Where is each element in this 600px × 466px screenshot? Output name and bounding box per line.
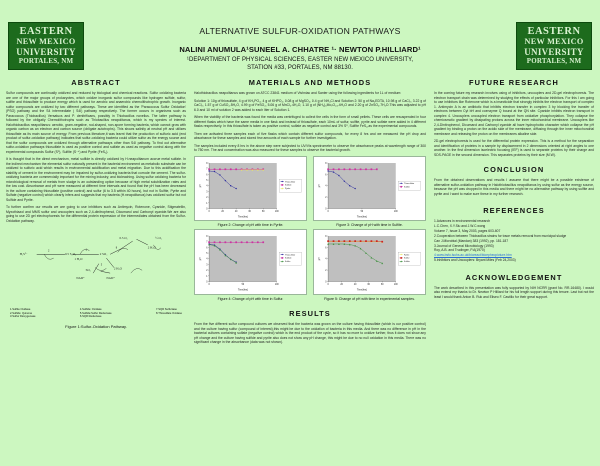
svg-text:6: 6: [325, 173, 327, 176]
affiliation-line-2: STATION #33, PORTALES, NM 88130.: [247, 65, 353, 71]
pathway-enzyme-label: 8: [115, 246, 118, 250]
section-heading-future-research: FUTURE RESEARCH: [469, 78, 559, 87]
legend-entry: Sulfate: [284, 184, 292, 187]
svg-text:40: 40: [353, 284, 357, 287]
pathway-node-so4: 2 SO₄: [99, 252, 108, 257]
section-heading-acknowledgement: ACKNOWLEDGEMENT: [465, 272, 563, 282]
pathway-legend-col-2: [80, 308, 112, 319]
y-axis-label: pH: [199, 257, 203, 261]
section-heading-results: RESULTS: [289, 309, 331, 319]
abstract-paragraph: To further confirm our results we are going to use inhibitors such as Antimycin, Rotenone, Cyanide, Stigmatellin, Myxothiazol and MMS sulfur and uncouplers such as 2,4-dinitrophenol, Dicumarol and Carbonyl cyanide.We are also going to use 2D gel electrophoresis for the differential protein expression of the intermediates obtained from the Sulfur-Oxidation pathway.: [6, 205, 186, 223]
chart-canvas: [198, 160, 303, 219]
reference-list: [434, 219, 594, 263]
logo-line-eastern: EASTERN: [19, 26, 73, 37]
svg-text:20: 20: [221, 210, 224, 213]
svg-text:4: 4: [325, 185, 327, 188]
pathway-legend-col-1: [10, 308, 36, 319]
svg-text:50: 50: [360, 210, 364, 213]
svg-text:80: 80: [380, 284, 384, 287]
pathway-svg: [16, 229, 176, 289]
svg-text:5: 5: [206, 179, 208, 182]
svg-text:0: 0: [325, 281, 327, 284]
svg-text:50: 50: [241, 284, 245, 287]
svg-text:1: 1: [206, 202, 208, 205]
materials-paragraph: When the viability of the bacteria was found the media was centrifuged to collect the cells in the form of small pellets. These cells are resuspended in four different flasks which have the same media in one flask and instead of thiosulfate, each 10mL of sulfur, sulfite, pyrite and sulfate were added in 4 different flasks respectively. In this thiosulfate is taken as positive control, sulfate as negative control and 3% S⁰, Sulfite FeS₂,as the experimental compounds.: [194, 115, 426, 128]
logo-line-newmexico: NEW MEXICO: [16, 37, 76, 46]
materials-paragraph: Solution 1: 10g of thiosulfate, 4 g of KH₂PO₄, 4 g of KHPO₄, 0.08 g of MgSO₄, 0.4 g of NH₄Cl and Solution 2: 50 g of Na₂EDTA, 10.98 g of CaCl₂, 3.22 g of CaCl₂, 1.57 g of CuSO₄.5H₂O, 4.99 g of FeSO₄, 5.06 g of MnCl₂.4H₂O, 1.10 g of (NH₄)₆Mo₇O₂₄.4H₂O and 2.20 g of ZnSO₄.7H₂O.This was adjusted to pH 6.0 and 10 ml of solution 2 was added to each liter of Solution 1.: [194, 98, 426, 112]
legend-item: 6.SQR Reductase: [79, 315, 102, 319]
chart-fig3: [313, 156, 426, 222]
figure-5-caption: Figure 5: Change of pH with time in experimental samples.: [324, 297, 415, 301]
acknowledgement-body: [434, 286, 594, 300]
reference-item: 3.Journal of General Microbiology (1993): [434, 243, 494, 248]
column-right: [434, 76, 594, 348]
pathway-enzyme-label: 3: [100, 263, 103, 267]
logo-line-portales: PORTALES, NM: [18, 57, 74, 65]
chart-row-2: [194, 229, 426, 301]
svg-text:1: 1: [206, 276, 208, 279]
pathway-enzyme-label: 2: [48, 249, 50, 253]
legend-item: 7.SQR Sulfurtase: [156, 308, 177, 311]
svg-text:5: 5: [206, 253, 208, 256]
x-axis-label: Time(hrs): [356, 288, 368, 292]
figure-4-caption: Figure 4: Change of pH with time in Sulfur.: [217, 297, 284, 301]
legend-item: 8.Thiosulfate Oxidase: [156, 311, 182, 315]
materials-paragraph: The samples included every 8 hrs in the above step were subjected to UV/Vis spectrometer to observe the absorbance peaks at wavelength range of 300 to 750 nm. The and concentration was also measured for these samples to observe the bacterial growth.: [194, 143, 426, 152]
svg-text:6: 6: [206, 247, 208, 250]
svg-text:2: 2: [325, 196, 327, 199]
reference-url-link[interactable]: 4.www.bsfo.lsuhs.ac.uk/bioreact/bioepheopicture.htm: [434, 253, 512, 258]
chart-fig5: [313, 229, 426, 295]
legend-item: 4.Sulfide: Oxidase: [79, 308, 102, 311]
pathway-node-so3: SO₃: [85, 268, 91, 273]
legend-item: 3.Sulfur Dioxygenase: [10, 315, 36, 319]
column-left: [6, 76, 186, 348]
results-paragraph: From the five different sulfur compound cultures we observed that the bacteria was grown on the culture having thiosulfate (which is our positive control) and the culture having sulfur (compound of interest),this might be due to the oxidation of bacteria in this media. And there was no difference in pH in the bacterial cultures containing sulfate (negative control) which is the end product of the cycle, so it has no more to oxidize further, thus it does not show any pH change and the culture having sulfide and pyrite also does not show any pH change, this might be due to no null oxidation in this media. There was no significant change in the absorbance (data was not shown).: [194, 322, 426, 345]
svg-text:60: 60: [367, 284, 370, 287]
svg-text:0: 0: [206, 281, 208, 284]
pathway-node-sulfur: 1 H₂O: [74, 256, 83, 261]
sulfur-oxidation-pathway-figure: [6, 227, 186, 329]
svg-text:4: 4: [325, 259, 327, 262]
svg-text:0: 0: [325, 207, 327, 210]
university-logo-right: [516, 22, 592, 70]
poster-title: ALTERNATIVE SULFUR-OXIDATION PATHWAYS: [199, 26, 401, 36]
svg-text:8: 8: [325, 162, 327, 165]
svg-text:40: 40: [234, 210, 238, 213]
y-axis-label: pH: [318, 257, 322, 261]
svg-text:2: 2: [325, 270, 327, 273]
abstract-paragraph: Sulfur compounds are continually oxidized and reduced by biological and chemical reactions. Sulfur oxidizing bacteria are one of the major groups of prokaryotes, which oxidize inorganic sulfur compounds like hydrogen sulfide, sulfur, sulfite and thiosulfate to produce energy which is used for aerobic and anaerobic chemolithotrophic growth. Inorganic sulfur compounds are oxidized by two different pathways. These are identified as the 'Paracoccus Sulfur Oxidation' (PSO) pathway and the S4 intermediate ( S4I) pathway respectively. The former occurs in organisms such as Paracoccus (Thiobacillus) Versatucs and P. denitrificans, possibly in Thiobacillus novellus. The latter pathway is followed by the obligatly Chemolithotrophs such as Thiobacillus neapolitanus, which is my species of interest. Halothiobacillus neapolitanus: aerobic, gram-negative, rod-shaped, non-spore forming bacteria, which cannot grow with organic carbon as an electron and carbon source (obligate autotrophs). This shows salinity at neutral pH and utilizes thiosulfate as its main source of energy. From previous literature,it was learnt that the production of sulfuric acid (end product of sulfur-oxidation pathway) indicates that sulfur-oxidizing bacteria could utilize sulfur as the energy source and that the sulfur compounds are oxidized through alternative pathways other than S4I pathway. To find out alternative sulfur-oxidation pathways thiosulfate is used as positive control and sulfate as used as negative control along with the experimental compounds Sulfur (S⁰), Sulfite (S⁻⁴) and Pyrite (FeS₂).: [6, 91, 186, 154]
section-heading-abstract: ABSTRACT: [71, 78, 121, 87]
svg-text:8: 8: [206, 162, 208, 165]
column-middle: [194, 76, 426, 348]
legend-entry: Sulfite: [403, 186, 410, 189]
future-research-body: [434, 91, 594, 157]
figure-3-caption: Figure 3: Change of pH with time in Sulfite.: [336, 223, 403, 228]
chart-canvas: [317, 233, 422, 292]
svg-text:8: 8: [325, 236, 327, 239]
pathway-node-ox2: ½ O₂: [155, 236, 162, 241]
reference-item: 5.Inhibitors and Uncouplers: Bryant Miles (Feb 24,2003): [434, 258, 516, 263]
legend-entry: Sulfite: [403, 261, 410, 264]
svg-text:4: 4: [206, 185, 208, 188]
future-paragraph: In the coming future my research involves using of inhibitors, uncouplers and 2D-gel electrophoresis. The electron transport chain was determined by studying the effects of particular inhibitors. For this I am going to use inhibitors like Rotenone which is a insecticide that strongly inhibits the electron transport of complex 1. Antimycin A is an antibiotic that inhibits electron transfer in complex 3 by blocking the transfer of electrons between Cyt bH and coenzyme Q bound at the QN site. Cyanide inhibits electron transport in complex 4. Uncouplers uncoupled electron transport from oxidative phosphorylation. They collapse the chemiosmotic gradient by dissipating protons across the inner mitochondrial membrane. Uncouplers like 2,4-Dinitrophenol, Dicumarol and Carbonyl cyanide all have hydrophobic character which collapse the pH gradient by binding a proton on the acidic side of the membrane, diffusing through the inner mitochondrial membrane and releasing the proton on the membranes alkaline side.: [434, 91, 594, 136]
legend-item: 5.Sulfide:Sulfur Reductase: [79, 311, 112, 315]
pathway-node-h2s: H₂S²⁻: [19, 252, 28, 257]
acknowledgement-paragraph: The work described in this presentation was fully supported by NIH NCRR (grant No. RR-16480). I would also extend my thanks to Dr. Newton P Hilliard for his full length support during this tenure. Last but not the least I would thank Anton B. Ruk and Eliseo F. Castillo for their great support.: [434, 285, 594, 299]
chart-fig2: [194, 156, 307, 222]
legend-entry: Thiosulfate: [284, 254, 296, 257]
logo-line-university: UNIVERSITY: [524, 47, 584, 57]
svg-text:2: 2: [206, 196, 208, 199]
chart-cell-fig3: [313, 156, 426, 228]
chart-canvas: [317, 160, 422, 219]
pathway-node-nadh: NAD⁺: [106, 275, 115, 280]
charts-grid: [194, 156, 426, 302]
svg-text:100: 100: [274, 210, 279, 213]
legend-entry: Sulfate: [284, 258, 292, 261]
poster-columns: [0, 72, 600, 348]
svg-text:6: 6: [325, 247, 327, 250]
chart-cell-fig5: [313, 229, 426, 301]
svg-text:100: 100: [274, 284, 279, 287]
section-heading-conclusion: CONCLUSION: [483, 165, 545, 174]
results-body: [194, 322, 426, 345]
reference-item: 1.Advances in environmental research: [434, 219, 491, 223]
future-paragraph: 2D-gel electrophoresis is used for the differential protein expression. This is a method for the separation and identification of proteins in a sample by displacement in 2 dimensions oriented at right angles to one another. In the first dimension isoelectric focusing (IEF) is used to separate proteins by their charge and SDS-PAGE in the second dimension. This separates proteins by their size (M.W).: [434, 139, 594, 157]
svg-text:0: 0: [208, 210, 210, 213]
pathway-node-s0: 0.5 S₂O₃: [64, 252, 77, 257]
svg-text:20: 20: [340, 284, 343, 287]
materials-paragraph: Halothiobacillus neapolitanus was grown on ATCC 23841 medium of Vishniac and Santer using the following ingredients for 1L of medium:: [194, 91, 402, 95]
reference-item: Roy, A.B. and Trudinger, P.A(1970): [434, 248, 485, 253]
author-list: NALINI ANUMULA¹SUNEEL A. CHHATRE ¹· NEWTON P.HILLIARD¹: [179, 45, 421, 54]
svg-text:0: 0: [208, 284, 210, 287]
logo-line-university: UNIVERSITY: [16, 47, 76, 57]
svg-text:0: 0: [327, 210, 329, 213]
section-heading-materials: MATERIALS AND METHODS: [248, 78, 372, 87]
chart-cell-fig2: [194, 156, 307, 228]
pathway-enzyme-label: 1: [85, 248, 88, 252]
chart-canvas: [198, 233, 303, 292]
figure-2-caption: Figure 2: Change of pH with time in Pyrite.: [217, 223, 284, 228]
reference-item: Volume 7, Issue 3, May 2003, pages 603-607: [434, 228, 501, 233]
y-axis-label: pH: [199, 183, 203, 187]
poster-header: [0, 0, 600, 72]
x-axis-label: Time(hrs): [237, 214, 249, 218]
results-section: [194, 309, 426, 345]
legend-entry: Pyrite: [403, 254, 410, 257]
pathway-legend-col-3: [156, 308, 182, 319]
chart-row-1: [194, 156, 426, 228]
x-axis-label: Time(hrs): [237, 288, 249, 292]
x-axis-label: Time(hrs): [356, 214, 368, 218]
legend-item: 2.Sulfide: Quinone: [10, 311, 33, 315]
legend-item: 1.Sulfite Oxidase: [10, 308, 31, 311]
svg-text:3: 3: [206, 264, 208, 267]
title-block: [84, 22, 516, 72]
legend-entry: Sulfur: [403, 258, 410, 261]
conclusion-paragraph: From the obtained observations and results I assume that there might be a possible existence of alternative sulfur-oxidation pathway in Halothiobacillus neapolitanus by using sulfur as the energy source, because the pH was dropped in this media and there might be no alternative pathway by using sulfite and pyrite and I want to make sure these in my further research.: [434, 178, 594, 196]
svg-text:4: 4: [206, 259, 208, 262]
pathway-diagram: [6, 227, 186, 307]
svg-text:6: 6: [206, 173, 208, 176]
svg-text:0: 0: [327, 284, 329, 287]
logo-line-eastern: EASTERN: [527, 26, 581, 37]
svg-text:7: 7: [206, 242, 208, 245]
svg-text:7: 7: [206, 168, 208, 171]
reference-item: 2.Cooperation between Thiobacillus strains for trace metals removal from municipal sludge: [434, 233, 567, 238]
legend-entry: Sulfur: [284, 261, 291, 264]
svg-text:3: 3: [206, 190, 208, 193]
affiliation-line-1: ¹DEPARTMENT OF PHYSICAL SCIENCES, EASTER NEW MEXICO UNIVERSITY,: [186, 57, 414, 63]
abstract-paragraph: It is thought that in the direct mechanism, metal sulfide is directly oxidized by H.neapolitanum accrue metal sulfate. In the indirect mechanism the elemental sulfur naturally present in the bacterial environment as metabolic substrate can be oxidized to sulfuric acid which results in environmental acidification and metal migration. Due to this acidification the stability of cement in the environment may be impaired by sulfur-oxidizing bacteria that corrode the cement. The sulfur-oxidizing bacteria are commercially important for the mining industry, and bioleaching. Using sulfur oxidizing bacteria for microbiological removal of metals from sludge is an outstanding option because of high metal solubilization rates and the low cost. Absorbance and pH were measured at different time intervals and found that the pH has been decreased in the culture containing thiosulfate (positive control) and sulfur (6 to 3.5 within 40 hours), but not in Sulfite, Pyrite and Sulfate (negative control) which clearly infers and suggests that my bacteria (H.neapolitanus) has oxidized sulfur but not Sulfide and Pyrite.: [6, 157, 186, 202]
conclusion-body: [434, 178, 594, 196]
logo-line-newmexico: NEW MEXICO: [524, 37, 584, 46]
reference-link-item[interactable]: [434, 253, 594, 257]
chart-cell-fig4: [194, 229, 307, 301]
materials-paragraph: Then we activated three samples each of five flasks which contain different sulfur compounds, for every 8 hrs and we measured the pH drop and absorbance for these samples and stored few amounts of each sample for further investigation.: [194, 131, 426, 140]
svg-text:60: 60: [248, 210, 251, 213]
svg-text:2: 2: [206, 270, 208, 273]
reference-item: Can J.Microbial (Mandan) 383 (1992), pp. 181-187: [434, 238, 509, 243]
materials-body: [194, 91, 426, 153]
chart-fig4: [194, 229, 307, 295]
svg-text:0: 0: [206, 207, 208, 210]
y-axis-label: pH: [318, 183, 322, 187]
university-logo-left: [8, 22, 84, 70]
svg-text:100: 100: [393, 284, 398, 287]
figure-1-caption: Figure 1:Sulfur-Oxidation Pathway.: [65, 323, 127, 329]
pathway-node-nad: NAD⁺: [76, 275, 85, 280]
abstract-body: [6, 91, 186, 223]
svg-text:100: 100: [393, 210, 398, 213]
legend-entry: Pyrite: [284, 187, 291, 190]
legend-entry: Thiosulfate: [284, 180, 296, 183]
pathway-legend: [6, 308, 186, 319]
pathway-node-o2: 2 H₂O: [147, 245, 156, 250]
svg-text:80: 80: [261, 210, 265, 213]
pathway-node-water: 2 H₂O: [113, 266, 122, 271]
logo-line-portales: PORTALES, NM: [526, 57, 582, 65]
svg-text:8: 8: [206, 236, 208, 239]
section-heading-references: REFERENCES: [483, 206, 545, 215]
reference-item: L.C.Chen, X.Y.Siu and J.W.C.wong: [434, 223, 486, 228]
legend-entry: Thiosulfate: [403, 182, 415, 185]
pathway-node-ox: 0.5 O₂: [119, 236, 128, 241]
